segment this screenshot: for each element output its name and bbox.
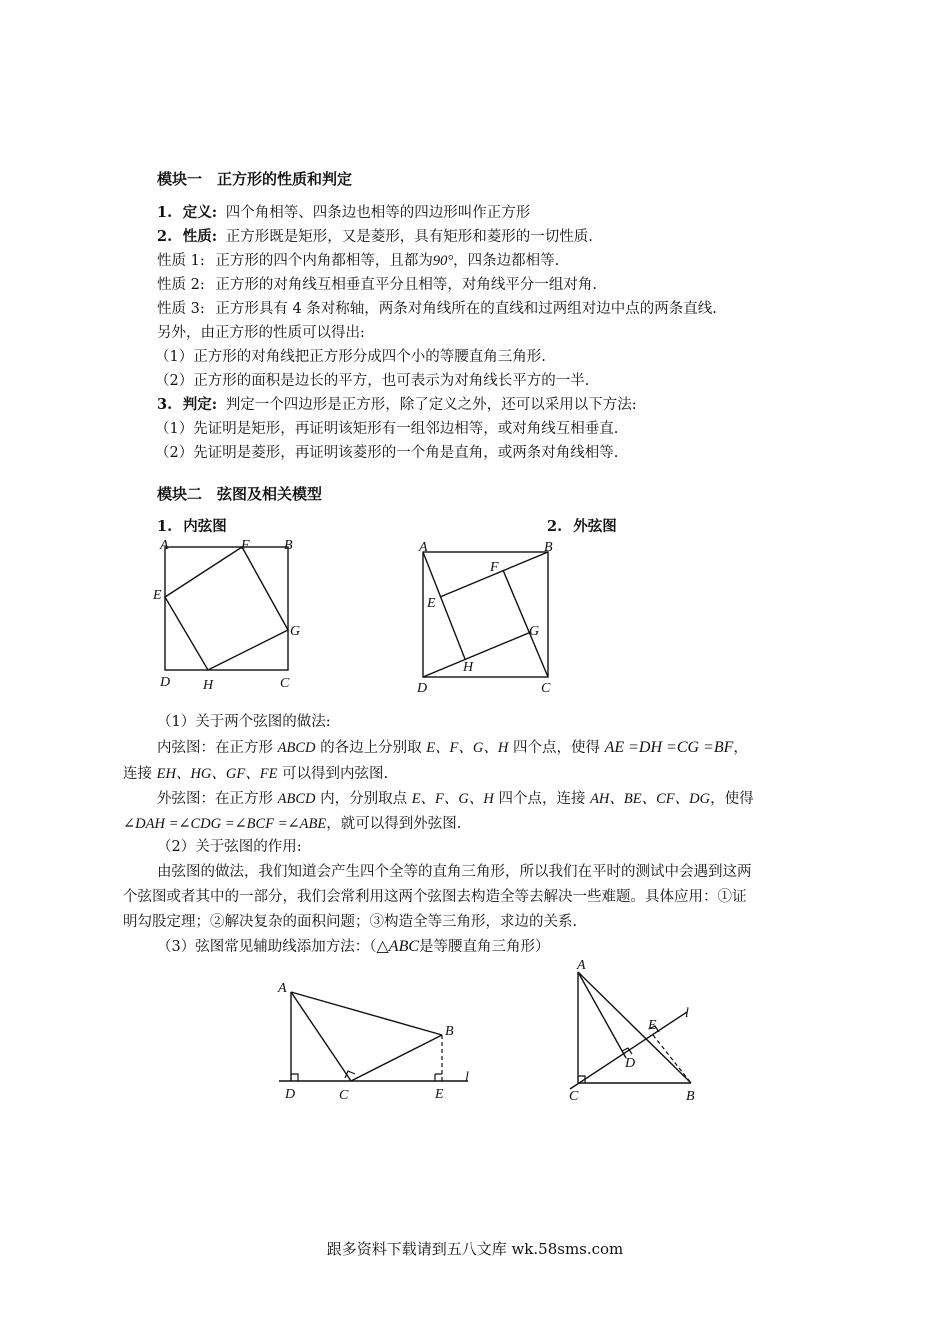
inner-label-F: F [241, 538, 250, 553]
left-right-angle-D [291, 1074, 298, 1081]
outer-label-A: A [419, 540, 428, 555]
p1-text-a: 正方形的四个内角都相等，且都为 [215, 253, 433, 269]
also-item-2: （2）正方形的面积是边长的平方，也可表示为对角线长平方的一半. [155, 373, 590, 389]
inner-square [165, 547, 288, 670]
left-label-C: C [339, 1088, 349, 1103]
outer-label-H: H [463, 660, 474, 675]
sec3-title [157, 935, 550, 959]
def-label: 定义: [182, 204, 218, 221]
inner-desc-segs: EH、HG、GF、FE [156, 766, 278, 782]
inner-desc-2: 的各边上分别取 [320, 740, 422, 756]
module1-title: 模块一 正方形的性质和判定 [157, 170, 353, 188]
property-1 [157, 249, 559, 273]
module2-title: 模块二 弦图及相关模型 [157, 485, 323, 503]
def-text: 四个角相等、四条边也相等的四边形叫作正方形 [225, 205, 531, 221]
property-2 [157, 273, 597, 297]
right-AD [578, 972, 626, 1058]
inner-desc-6: 可以得到内弦图. [282, 766, 389, 782]
sec2-line3: 明勾股定理；②解决复杂的面积问题；③构造全等三角形，求边的关系. [123, 914, 578, 930]
page-footer: 跟多资料下载请到五八文库 wk.58sms.com [326, 1240, 624, 1258]
inner-desc-1: 内弦图：在正方形 [157, 740, 273, 756]
outer-desc-line1 [157, 787, 837, 812]
sec1-title: （1）关于两个弦图的做法: [157, 714, 331, 730]
right-label-C: C [569, 1089, 579, 1104]
outer-label-C: C [541, 681, 551, 696]
judge-num: 3. [157, 396, 173, 413]
outer-label-E: E [427, 596, 436, 611]
inner-title: 内弦图 [183, 518, 227, 535]
p2-text: 正方形的对角线互相垂直平分且相等，对角线平分一组对角. [215, 277, 597, 293]
outer-line-CF [503, 570, 548, 677]
outer-label-D: D [417, 681, 428, 696]
right-label-l: l [685, 1006, 689, 1021]
outer-desc-1: 外弦图：在正方形 [157, 791, 273, 807]
p3-text: 正方形具有 4 条对称轴，两条对角线所在的直线和过两组对边中点的两条直线. [215, 301, 717, 317]
inner-label-H: H [203, 678, 214, 693]
outer-desc-eq: ∠DAH =∠CDG =∠BCF =∠ABE [123, 816, 327, 832]
judge-item-2: （2）先证明是菱形，再证明该菱形的一个角是直角，或两条对角线相等. [155, 445, 619, 461]
p1-angle: 90° [432, 253, 454, 269]
inner-desc-3: 四个点，使得 [512, 740, 600, 756]
prop-num: 2. [157, 228, 173, 245]
inner-desc-pts: E、F、G、H [426, 740, 509, 756]
left-AC [291, 992, 351, 1081]
inner-chord-diagram [150, 535, 310, 695]
definition-line [157, 201, 530, 225]
outer-desc-line2 [123, 812, 838, 837]
p3-label: 性质 3: [157, 301, 205, 317]
judgement-line [157, 393, 637, 417]
left-label-B: B [445, 1024, 454, 1039]
outer-desc-abcd: ABCD [277, 791, 316, 807]
aux-figure-left [275, 975, 485, 1105]
prop-text: 正方形既是矩形，又是菱形，具有矩形和菱形的一切性质. [225, 229, 593, 245]
inner-label-G: G [290, 624, 301, 639]
left-AB [291, 992, 442, 1035]
property-3 [157, 297, 717, 321]
inner-label-A: A [160, 538, 169, 553]
inner-label-E: E [153, 588, 162, 603]
left-CB [351, 1035, 442, 1081]
right-label-D: D [625, 1056, 636, 1071]
outer-num: 2. [547, 518, 563, 535]
prop-label: 性质: [182, 228, 218, 245]
outer-desc-2: 内，分别取点 [320, 791, 408, 807]
right-label-A: A [577, 958, 586, 973]
judge-text: 判定一个四边形是正方形，除了定义之外，还可以采用以下方法: [225, 397, 637, 413]
def-num: 1. [157, 204, 173, 221]
outer-label-G: G [529, 624, 540, 639]
left-right-angle-C [345, 1071, 355, 1078]
sec3-title-a: （3）弦图常见辅助线添加方法：（ [157, 939, 377, 955]
inner-num: 1. [157, 518, 173, 535]
sec3-title-b: 是等腰直角三角形） [419, 939, 550, 955]
right-label-E: E [648, 1018, 657, 1033]
judge-item-1: （1）先证明是矩形，再证明该矩形有一组邻边相等，或对角线互相垂直. [155, 421, 619, 437]
p2-label: 性质 2: [157, 277, 205, 293]
sec2-line1: 由弦图的做法，我们知道会产生四个全等的直角三角形，所以我们在平时的测试中会遇到这两 [157, 864, 752, 880]
outer-desc-3: 四个点，连接 [498, 791, 586, 807]
right-line-l [570, 1012, 687, 1089]
outer-title: 外弦图 [573, 518, 617, 535]
judge-label: 判定: [182, 396, 218, 413]
p1-text-b: ，四条边都相等. [453, 253, 560, 269]
outer-square [423, 552, 548, 677]
left-label-l: l [465, 1070, 469, 1085]
outer-desc-4: ，使得 [710, 791, 754, 807]
right-BE-dashed [653, 1035, 691, 1083]
outer-desc-pts: E、F、G、H [411, 791, 494, 807]
outer-desc-5: ，就可以得到外弦图. [326, 816, 462, 832]
inner-desc-5: 连接 [123, 766, 152, 782]
inner-desc-line2 [123, 762, 838, 787]
left-label-A: A [278, 981, 287, 996]
outer-label-B: B [544, 540, 553, 555]
inner-label-C: C [280, 676, 290, 691]
also-line: 另外，由正方形的性质可以得出: [157, 325, 365, 341]
inner-desc-eq: AE =DH =CG =BF [604, 739, 734, 756]
inner-desc-line1 [157, 735, 837, 761]
aux-figure-right [560, 955, 710, 1105]
outer-line-DG [423, 632, 531, 677]
inner-quad [165, 547, 288, 670]
property-line [157, 225, 593, 249]
outer-label-F: F [490, 560, 499, 575]
outer-chord-diagram [410, 535, 570, 700]
p1-label: 性质 1: [157, 253, 205, 269]
sec3-tri: △ABC [376, 938, 420, 955]
outer-desc-segs: AH、BE、CF、DG [590, 791, 711, 807]
sec2-title: （2）关于弦图的作用: [157, 839, 302, 855]
left-label-E: E [435, 1087, 444, 1102]
inner-desc-4: ， [733, 740, 748, 756]
sec2-line2: 个弦图或者其中的一部分，我们会常利用这两个弦图去构造全等去解决一些难题。具体应用：①证 [123, 889, 747, 905]
inner-label-D: D [160, 675, 171, 690]
right-label-B: B [686, 1089, 695, 1104]
inner-label-B: B [284, 538, 293, 553]
left-label-D: D [285, 1087, 296, 1102]
also-item-1: （1）正方形的对角线把正方形分成四个小的等腰直角三角形. [155, 349, 546, 365]
inner-desc-abcd: ABCD [277, 740, 316, 756]
